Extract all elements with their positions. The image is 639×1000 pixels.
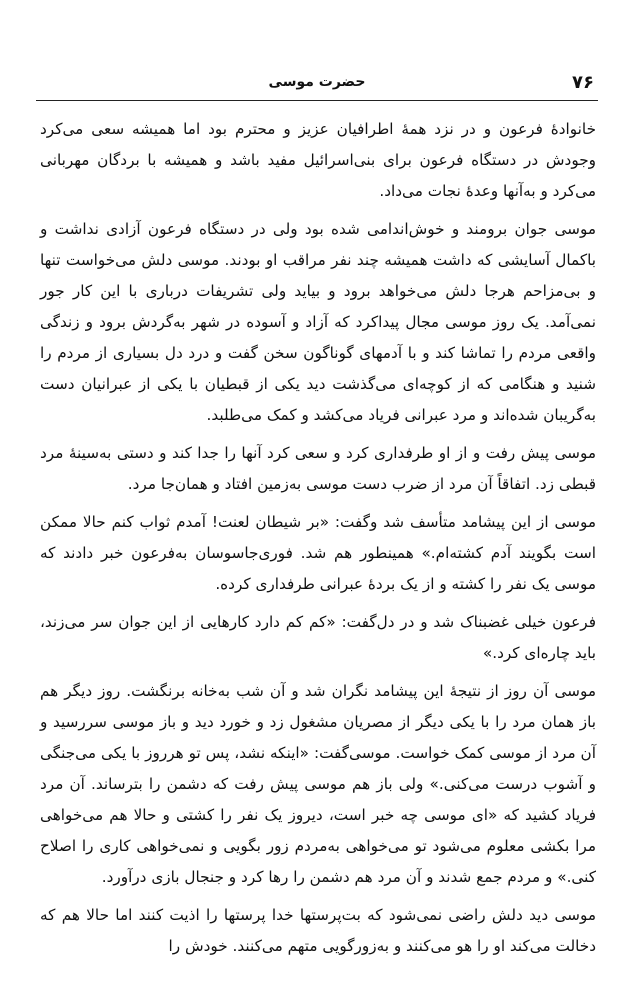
paragraph-7: موسی دید دلش راضی نمی‌شود که بت‌پرستها خدا پرستها را اذیت کنند اما حالا هم که دخالت می‌کند او را هو می‌کنند و به‌زورگویی متهم می‌کنند. خودش را (40, 906, 596, 955)
paragraph-5: فرعون خیلی غضبناک شد و در دل‌گفت: «کم کم دارد کارهایی از این جوان سر می‌زند، باید چاره‌ای کرد.» (40, 613, 596, 662)
header-rule (36, 100, 598, 101)
page-number: ۷۶ (572, 72, 594, 93)
paragraph-2: موسی جوان برومند و خوش‌اندامی شده بود ولی در دستگاه فرعون آزادی نداشت و باکمال آسایشی که داشت همیشه چند نفر مراقب او بودند. موسی دلش می‌خواست تنها و بی‌مزاحم هرجا دلش می‌خواهد برود و بیاید ولی تشریفات درباری با این کار جور نمی‌آمد. یک روز موسی مجال پیداکرد که آزاد و آسوده در شهر به‌گردش برود و زندگی واقعی مردم را تماشا کند و با آدمهای گوناگون سخن گفت و درد دل بسیاری از مردم را شنید و هنگامی که از کوچه‌ای می‌گذشت دید یکی از قبطیان با یکی از عبرانیان دست به‌گریبان شده‌اند و مرد عبرانی فریاد می‌کشد و کمک می‌طلبد. (40, 220, 596, 424)
paragraph-1: خانوادهٔ فرعون و در نزد همهٔ اطرافیان عزیز و محترم بود اما همیشه سعی می‌کرد وجودش در دستگاه فرعون برای بنی‌اسرائیل مفید باشد و همیشه با بردگان مهربانی می‌کرد و به‌آنها وعدهٔ نجات می‌داد. (40, 120, 596, 200)
paragraph-3: موسی پیش رفت و از او طرفداری کرد و سعی کرد آنها را جدا کند و دستی به‌سینهٔ مرد قبطی زد. اتفاقاً آن مرد از ضرب دست موسی به‌زمین افتاد و همان‌جا مرد. (40, 444, 596, 493)
paragraph-4: موسی از این پیشامد متأسف شد وگفت: «بر شیطان لعنت! آمدم ثواب کنم حالا ممکن است بگویند آدم کشته‌ام.» همینطور هم شد. فوری‌جاسوسان به‌فرعون خبر دادند که موسی یک نفر را کشته و از یک بردهٔ عبرانی طرفداری کرده. (40, 513, 596, 593)
body-text (40, 114, 596, 994)
paragraph-6: موسی آن روز از نتیجهٔ این پیشامد نگران شد و آن شب به‌خانه برنگشت. روز دیگر هم باز همان مرد را با یکی دیگر از مصریان مشغول زد و خورد دید و باز موسی سررسید و آن مرد از موسی کمک خواست. موسی‌گفت: «اینکه نشد، پس تو هرروز با یکی می‌جنگی و آشوب درست می‌کنی.» ولی باز هم موسی پیش رفت که دشمن را بترساند. آن مرد فریاد کشید که «ای موسی چه خبر است، دیروز یک نفر را کشتی و حالا هم می‌خواهی مرا بکشی معلوم می‌شود تو می‌خواهی به‌مردم زور بگویی و نمی‌خواهی کاری را اصلاح کنی.» و مردم جمع شدند و آن مرد هم دشمن را رها کرد و جنجال بازی درآورد. (40, 682, 596, 886)
running-title: حضرت موسی (268, 74, 366, 90)
page-header (36, 72, 598, 100)
